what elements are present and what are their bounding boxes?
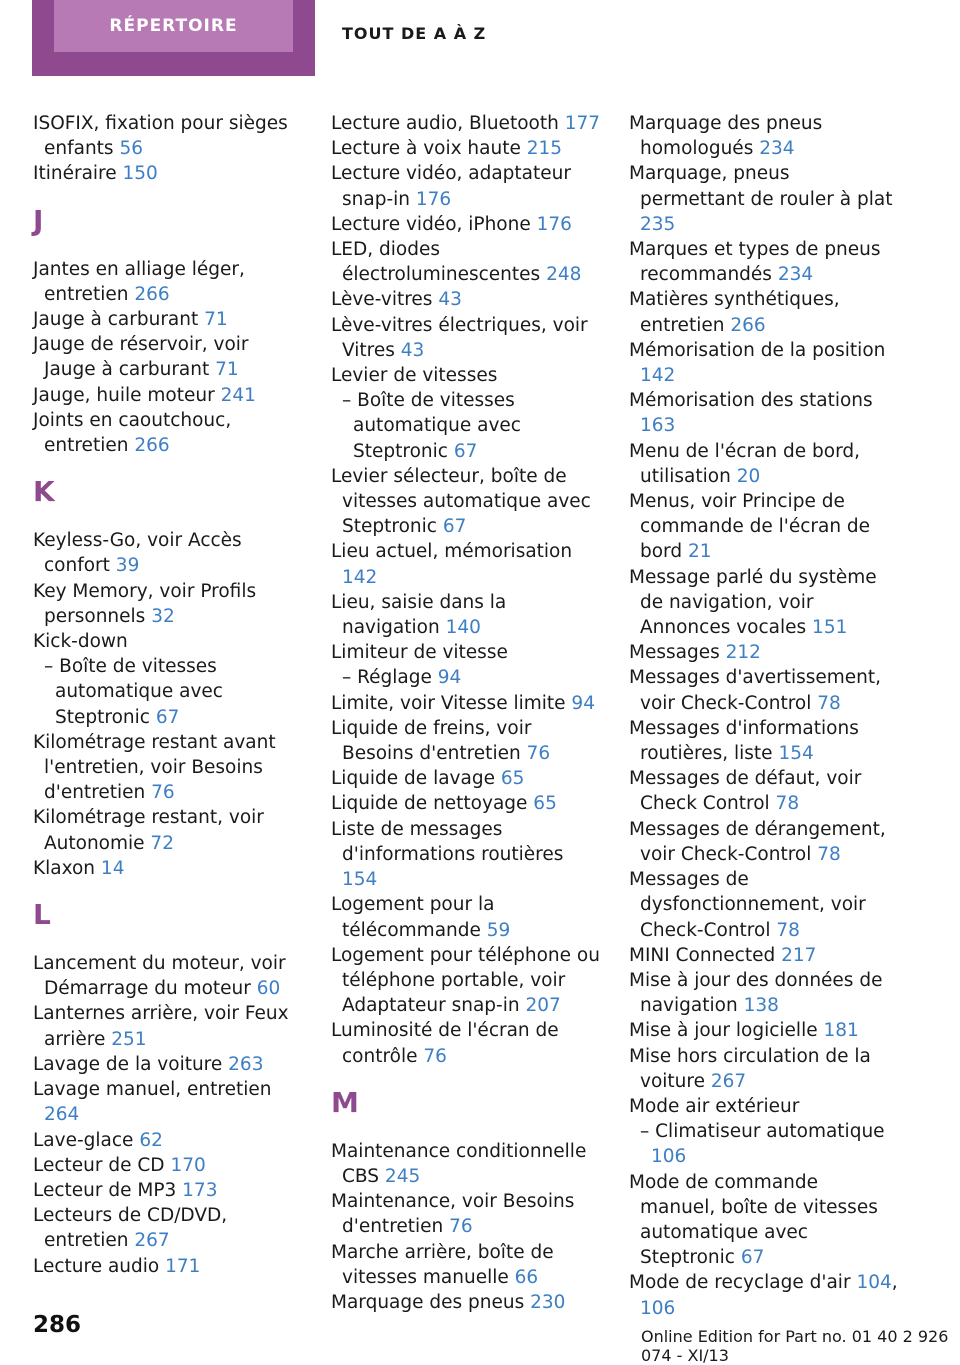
- index-entry: [331, 363, 603, 388]
- page-link[interactable]: 60: [256, 978, 281, 1000]
- entry-text: – Climatiseur automatique: [640, 1121, 885, 1143]
- index-entry: [331, 111, 603, 136]
- index-entry: [33, 528, 305, 578]
- index-entry: [331, 716, 603, 766]
- page-link[interactable]: 212: [725, 642, 761, 664]
- index-entry: [629, 439, 899, 489]
- page-link[interactable]: 170: [170, 1154, 206, 1176]
- page-link[interactable]: 266: [134, 435, 170, 457]
- entry-text: Marquage des pneus homologués: [629, 113, 823, 160]
- index-subentry: [33, 654, 305, 730]
- page-link[interactable]: 163: [640, 415, 676, 437]
- page-link[interactable]: 78: [776, 919, 800, 941]
- page-link[interactable]: 65: [533, 793, 557, 815]
- index-entry: [33, 579, 305, 629]
- page-link[interactable]: 235: [640, 213, 676, 235]
- index-entry: [331, 943, 603, 1019]
- entry-text: Lecture vidéo, iPhone: [331, 213, 537, 235]
- index-entry: [33, 111, 305, 161]
- entry-text: Lieu actuel, mémorisation: [331, 541, 573, 563]
- page-link[interactable]: 76: [526, 743, 551, 765]
- entry-text: Mode de recyclage d'air: [629, 1272, 857, 1294]
- entry-text: Messages: [629, 642, 726, 664]
- entry-text: Levier de vitesses: [331, 365, 498, 387]
- index-entry: [33, 332, 305, 382]
- index-entry: [331, 1018, 603, 1068]
- page-link[interactable]: 234: [777, 264, 814, 286]
- index-entry: [33, 1128, 305, 1153]
- entry-text: Lavage de la voiture: [33, 1053, 229, 1075]
- page-link[interactable]: 267: [710, 1070, 747, 1092]
- index-entry: [331, 1240, 603, 1290]
- entry-text: Marquage, pneus permettant de rouler à plat: [629, 163, 893, 210]
- page-link[interactable]: 78: [775, 793, 800, 815]
- page-link[interactable]: 248: [546, 264, 582, 286]
- entry-text: Messages d'informations routières, liste: [629, 717, 859, 765]
- entry-text: Lecteurs de CD/DVD, entretien: [33, 1205, 228, 1252]
- index-entry: [629, 287, 899, 337]
- index-entry: [331, 691, 603, 716]
- index-entry: [629, 161, 899, 237]
- page-link[interactable]: 59: [486, 919, 511, 941]
- page-link[interactable]: 173: [182, 1179, 218, 1201]
- index-entry: [331, 136, 603, 161]
- page-link[interactable]: 215: [526, 138, 563, 160]
- entry-text: Liquide de lavage: [331, 768, 501, 790]
- index-column-1: [33, 111, 305, 1279]
- index-subentry: [629, 1119, 899, 1169]
- entry-text: Lancement du moteur, voir Démarrage du moteur: [33, 953, 286, 1000]
- entry-text: Kick-down: [33, 631, 128, 653]
- index-subentry: [331, 388, 603, 464]
- index-entry: [629, 665, 899, 715]
- index-entry: [33, 1254, 305, 1279]
- entry-text: Message parlé du système de navigation, voir Annonces vocales: [629, 566, 877, 639]
- index-entry: [629, 1170, 899, 1271]
- page-link[interactable]: 266: [730, 314, 766, 336]
- entry-text: ISOFIX, fixation pour sièges enfants: [33, 113, 288, 160]
- entry-text: Liste de messages d'informations routières: [331, 818, 564, 865]
- entry-text: – Réglage: [342, 667, 438, 689]
- entry-text: Messages de défaut, voir Check Control: [629, 768, 862, 815]
- page-link[interactable]: 94: [437, 667, 462, 689]
- index-entry: [33, 1203, 305, 1253]
- index-entry: [629, 111, 899, 161]
- page-link[interactable]: 138: [743, 995, 779, 1017]
- index-entry: [331, 640, 603, 665]
- entry-text: Keyless-Go, voir Accès confort: [33, 530, 242, 577]
- page-link[interactable]: 241: [220, 384, 256, 406]
- entry-text: Lecture à voix haute: [331, 138, 527, 160]
- entry-text: – Boîte de vitesses automatique avec Steptronic: [44, 656, 223, 728]
- index-entry: [629, 867, 899, 943]
- entry-text: Marques et types de pneus recommandés: [629, 239, 881, 286]
- index-entry: [629, 766, 899, 816]
- index-subentry: [331, 665, 603, 690]
- header-tab-repertoire[interactable]: [32, 0, 315, 76]
- index-entry: [33, 161, 305, 186]
- index-entry: [629, 1094, 899, 1119]
- page-link[interactable]: 94: [571, 692, 595, 714]
- page-link[interactable]: 67: [740, 1247, 765, 1269]
- page-link[interactable]: 154: [342, 869, 378, 891]
- entry-text: Key Memory, voir Profils personnels: [33, 580, 257, 627]
- index-entry: [331, 1139, 603, 1189]
- index-entry: [629, 388, 899, 438]
- index-column-2: [331, 111, 603, 1315]
- page-link[interactable]: 207: [525, 995, 561, 1017]
- entry-text: Jauge à carburant: [33, 309, 205, 331]
- index-entry: [331, 1189, 603, 1239]
- entry-text: Levier sélecteur, boîte de vitesses automatique avec Steptronic: [331, 465, 591, 538]
- index-column-3: [629, 111, 899, 1321]
- index-entry: [33, 951, 305, 1001]
- page-number: 286: [33, 1312, 82, 1338]
- page-link[interactable]: 72: [150, 832, 174, 854]
- entry-text: Luminosité de l'écran de contrôle: [331, 1020, 559, 1067]
- page-link[interactable]: 43: [438, 289, 462, 311]
- index-entry: [629, 1018, 899, 1043]
- index-entry: Mode de recyclage d'air 104, 106: [629, 1272, 898, 1319]
- entry-text: Lieu, saisie dans la navigation: [331, 591, 507, 639]
- entry-text: Lecteur de CD: [33, 1154, 171, 1176]
- entry-text: Maintenance, voir Besoins d'entretien: [331, 1191, 575, 1238]
- page-link[interactable]: 67: [453, 440, 478, 462]
- index-entry: [331, 791, 603, 816]
- index-entry: [331, 287, 603, 312]
- index-entry: [629, 1044, 899, 1094]
- page-link[interactable]: 71: [204, 309, 228, 331]
- edition-footer: Online Edition for Part no. 01 40 2 926 074 - XI/13: [641, 1327, 949, 1365]
- entry-text: Logement pour téléphone ou téléphone portable, voir Adaptateur snap-in: [331, 944, 600, 1017]
- entry-text: Mise à jour des données de navigation: [629, 969, 883, 1017]
- index-entry: [629, 237, 899, 287]
- page-link[interactable]: 267: [134, 1230, 170, 1252]
- index-entry: [629, 968, 899, 1018]
- entry-text: Klaxon: [33, 857, 101, 879]
- entry-text: Lanternes arrière, voir Feux arrière: [33, 1003, 289, 1050]
- page-link[interactable]: 234: [759, 138, 795, 160]
- page-link[interactable]: 66: [514, 1266, 539, 1288]
- page-link[interactable]: 76: [151, 782, 175, 804]
- entry-text: Limiteur de vitesse: [331, 642, 508, 664]
- page-link[interactable]: 62: [139, 1129, 163, 1151]
- entry-text: MINI Connected: [629, 944, 782, 966]
- index-entry: [33, 383, 305, 408]
- page-link[interactable]: 65: [500, 768, 525, 790]
- entry-text: Kilométrage restant, voir Autonomie: [33, 807, 264, 854]
- page-link[interactable]: 76: [449, 1216, 473, 1238]
- page-link[interactable]: 71: [215, 359, 239, 381]
- index-entry: [33, 307, 305, 332]
- entry-text: LED, diodes électroluminescentes: [331, 239, 547, 286]
- page-link[interactable]: 171: [165, 1255, 201, 1277]
- index-entry: [331, 212, 603, 237]
- entry-text: Mode air extérieur: [629, 1095, 800, 1117]
- index-entry: [629, 943, 899, 968]
- page-link[interactable]: 251: [111, 1028, 147, 1050]
- entry-text: Mémorisation des stations: [629, 390, 873, 412]
- page-link[interactable]: 106: [640, 1297, 676, 1319]
- entry-text: Jauge, huile moteur: [33, 384, 221, 406]
- index-entry: [331, 161, 603, 211]
- page-link[interactable]: 181: [823, 1020, 859, 1042]
- page-link[interactable]: 245: [384, 1165, 421, 1187]
- entry-text: Menus, voir Principe de commande de l'écran de bord: [629, 491, 871, 563]
- section-letter: K: [33, 475, 55, 509]
- index-entry: [33, 1052, 305, 1077]
- entry-text: Marche arrière, boîte de vitesses manuelle: [331, 1241, 554, 1288]
- page-link[interactable]: 67: [442, 516, 467, 538]
- page-link[interactable]: 32: [151, 605, 175, 627]
- index-entry: [33, 856, 305, 881]
- index-entry: [33, 1178, 305, 1203]
- entry-text: Maintenance conditionnelle CBS: [331, 1140, 587, 1187]
- page-link[interactable]: 67: [155, 706, 180, 728]
- page-link[interactable]: 142: [640, 365, 676, 387]
- entry-text: Mise hors circulation de la voiture: [629, 1045, 871, 1092]
- entry-text: Lève-vitres: [331, 289, 439, 311]
- index-entry: [629, 640, 899, 665]
- index-entry: [331, 237, 603, 287]
- index-entry: [33, 730, 305, 806]
- index-entry: [629, 716, 899, 766]
- index-entry: [33, 805, 305, 855]
- entry-text: Lecteur de MP3: [33, 1179, 183, 1201]
- page-link[interactable]: 142: [342, 566, 378, 588]
- entry-text: Limite, voir Vitesse limite: [331, 692, 572, 714]
- page-link[interactable]: 263: [228, 1053, 264, 1075]
- page-link[interactable]: 266: [134, 283, 170, 305]
- index-entry: [33, 408, 305, 458]
- entry-text: Mode de commande manuel, boîte de vitesses automatique avec Steptronic: [629, 1171, 878, 1269]
- entry-text: Kilométrage restant avant l'entretien, voir Besoins d'entretien: [33, 731, 276, 804]
- index-entry: [629, 338, 899, 388]
- page-link[interactable]: 140: [445, 617, 481, 639]
- entry-text: Mise à jour logicielle: [629, 1020, 824, 1042]
- index-entry: [331, 766, 603, 791]
- page-link[interactable]: 20: [736, 465, 761, 487]
- index-entry: [629, 489, 899, 565]
- entry-text: Lecture audio, Bluetooth: [331, 113, 565, 134]
- entry-text: Messages d'avertissement, voir Check-Control: [629, 667, 882, 714]
- entry-text: Lecture vidéo, adaptateur snap-in: [331, 163, 571, 210]
- page-link[interactable]: 150: [122, 163, 158, 185]
- header-tab-a-to-z[interactable]: TOUT DE A À Z: [342, 24, 487, 43]
- page-link[interactable]: 264: [44, 1104, 80, 1126]
- entry-text: Logement pour la télécommande: [331, 894, 495, 941]
- page-link[interactable]: 78: [817, 692, 841, 714]
- page-link[interactable]: 176: [415, 188, 452, 210]
- index-entry: [331, 464, 603, 540]
- page-link[interactable]: 176: [536, 213, 572, 235]
- entry-text: Jauge de réservoir, voir Jauge à carburant: [33, 334, 249, 381]
- entry-text: Messages de dérangement, voir Check-Control: [629, 818, 886, 865]
- entry-text: Menu de l'écran de bord, utilisation: [629, 440, 860, 487]
- page-link[interactable]: 43: [400, 339, 425, 361]
- entry-text: Lavage manuel, entretien: [33, 1079, 272, 1101]
- entry-text: – Boîte de vitesses automatique avec Steptronic: [342, 390, 521, 462]
- header-tab-label: RÉPERTOIRE: [54, 0, 293, 52]
- index-entry: [33, 1077, 305, 1127]
- entry-text: Lecture audio: [33, 1255, 166, 1277]
- entry-text: Lave-glace: [33, 1129, 140, 1151]
- index-entry: [331, 1290, 603, 1315]
- entry-text: Lève-vitres électriques, voir Vitres: [331, 314, 588, 361]
- index-entry: [331, 590, 603, 640]
- page-link[interactable]: 230: [530, 1291, 566, 1313]
- section-letter: M: [331, 1085, 359, 1119]
- index-entry: [33, 1153, 305, 1178]
- index-entry: [33, 257, 305, 307]
- entry-text: Joints en caoutchouc, entretien: [33, 409, 232, 457]
- page-link[interactable]: 151: [812, 617, 848, 639]
- entry-text: Jantes en alliage léger, entretien: [33, 258, 245, 305]
- page-link[interactable]: 14: [100, 857, 125, 879]
- page-link[interactable]: 177: [564, 113, 601, 134]
- page-link[interactable]: 104: [856, 1272, 892, 1294]
- page-link[interactable]: 39: [115, 555, 140, 577]
- index-entry: [331, 817, 603, 893]
- index-entry: [629, 565, 899, 641]
- page-link[interactable]: 78: [817, 843, 841, 865]
- entry-text: Mémorisation de la position: [629, 339, 886, 361]
- entry-text: Liquide de nettoyage: [331, 793, 534, 815]
- page-link[interactable]: 56: [119, 138, 144, 160]
- index-entry: [33, 629, 305, 654]
- index-entry: [331, 313, 603, 363]
- section-letter: J: [33, 203, 44, 237]
- page-link[interactable]: 76: [423, 1045, 447, 1067]
- entry-text: Matières synthétiques, entretien: [629, 289, 840, 336]
- page-link[interactable]: 106: [651, 1146, 687, 1168]
- page-link[interactable]: 21: [687, 541, 712, 563]
- entry-text: Messages de dysfonctionnement, voir Check-Control: [629, 869, 866, 941]
- section-letter: L: [33, 898, 51, 932]
- entry-text: Marquage des pneus: [331, 1291, 531, 1313]
- index-entry: [331, 892, 603, 942]
- page-link[interactable]: 217: [781, 944, 817, 966]
- index-entry: [33, 1001, 305, 1051]
- entry-text: Itinéraire: [33, 163, 123, 185]
- entry-text: Liquide de freins, voir Besoins d'entretien: [331, 717, 532, 765]
- index-entry: [629, 817, 899, 867]
- index-entry: [331, 539, 603, 589]
- page-link[interactable]: 154: [778, 743, 814, 765]
